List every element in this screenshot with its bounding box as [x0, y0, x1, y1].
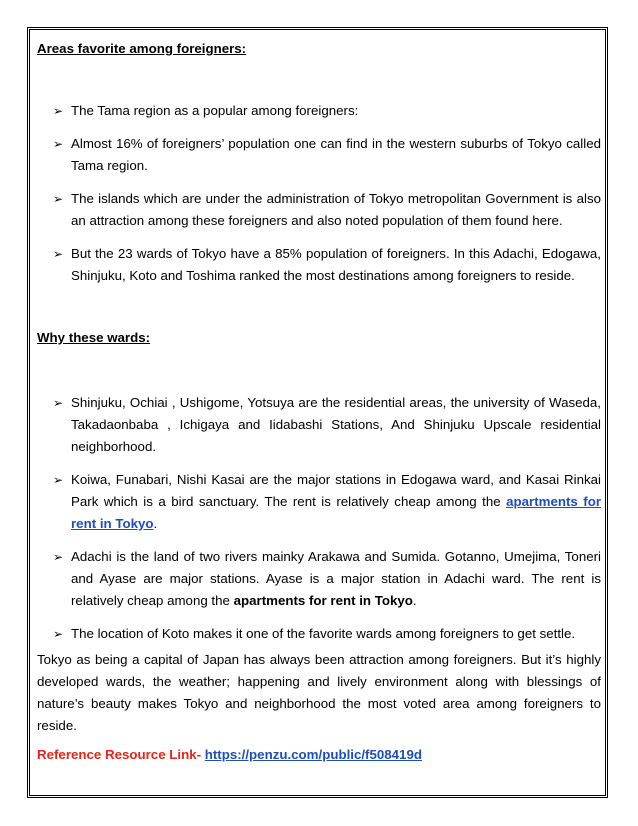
arrow-bullet-icon: ➢: [53, 247, 64, 261]
bullet-end: .: [412, 593, 417, 608]
arrow-bullet-icon: ➢: [53, 104, 64, 118]
document-content: [37, 36, 601, 766]
list-item: [37, 469, 601, 535]
arrow-bullet-icon: ➢: [53, 192, 64, 206]
list-item: [37, 623, 601, 645]
apartments-bold-text: apartments for rent in Tokyo: [233, 593, 413, 608]
list-item: [37, 243, 601, 287]
arrow-bullet-icon: ➢: [53, 137, 64, 151]
bullet-text: The Tama region as a popular among foreigners:: [71, 103, 359, 118]
bullet-text: The location of Koto makes it one of the favorite wards among foreigners to get settle.: [71, 626, 576, 641]
areas-bullet-list: [37, 100, 601, 287]
list-item: [37, 546, 601, 612]
list-item: [37, 133, 601, 177]
list-item: [37, 188, 601, 232]
section-heading-why: Why these wards:: [37, 330, 151, 345]
bullet-text: The islands which are under the administration of Tokyo metropolitan Government is also an attraction among these foreigners and also noted population of them found here.: [71, 191, 601, 228]
closing-paragraph: Tokyo as being a capital of Japan has always been attraction among foreigners. But it’s highly developed wards, the weather; happening and lively environment along with blessings of nature’s beauty makes Tokyo and neighborhood the most voted area among foreigners to reside.: [37, 652, 601, 733]
wards-bullet-list: [37, 392, 601, 645]
bullet-text: Almost 16% of foreigners’ population one can find in the western suburbs of Tokyo called Tama region.: [71, 136, 601, 173]
bullet-text: Adachi is the land of two rivers mainky Arakawa and Sumida. Gotanno, Umejima, Toneri and Ayase are major stations. Ayase is a major station in Adachi ward. The rent is relatively cheap among the: [71, 549, 601, 608]
arrow-bullet-icon: ➢: [53, 550, 64, 564]
section-heading-areas: Areas favorite among foreigners:: [37, 41, 247, 56]
reference-link[interactable]: https://penzu.com/public/f508419d: [204, 747, 422, 762]
reference-label: Reference Resource Link-: [37, 747, 205, 762]
arrow-bullet-icon: ➢: [53, 627, 64, 641]
reference-line: [37, 744, 601, 766]
arrow-bullet-icon: ➢: [53, 396, 64, 410]
bullet-text: Shinjuku, Ochiai , Ushigome, Yotsuya are the residential areas, the university of Waseda, Takadaonbaba , Ichigaya and Iidabashi Stations, And Shinjuku Upscale residential neighborhood.: [71, 395, 601, 454]
list-item: [37, 100, 601, 122]
bullet-text: But the 23 wards of Tokyo have a 85% population of foreigners. In this Adachi, Edogawa, Shinjuku, Koto and Toshima ranked the most destinations among foreigners to reside.: [71, 246, 601, 283]
bullet-end: .: [153, 516, 158, 531]
list-item: [37, 392, 601, 458]
bullet-text: Koiwa, Funabari, Nishi Kasai are the major stations in Edogawa ward, and Kasai Rinkai Park which is a bird sanctuary. The rent is relatively cheap among the: [71, 472, 601, 509]
apartments-link[interactable]: apartments for rent in Tokyo: [71, 494, 601, 531]
arrow-bullet-icon: ➢: [53, 473, 64, 487]
